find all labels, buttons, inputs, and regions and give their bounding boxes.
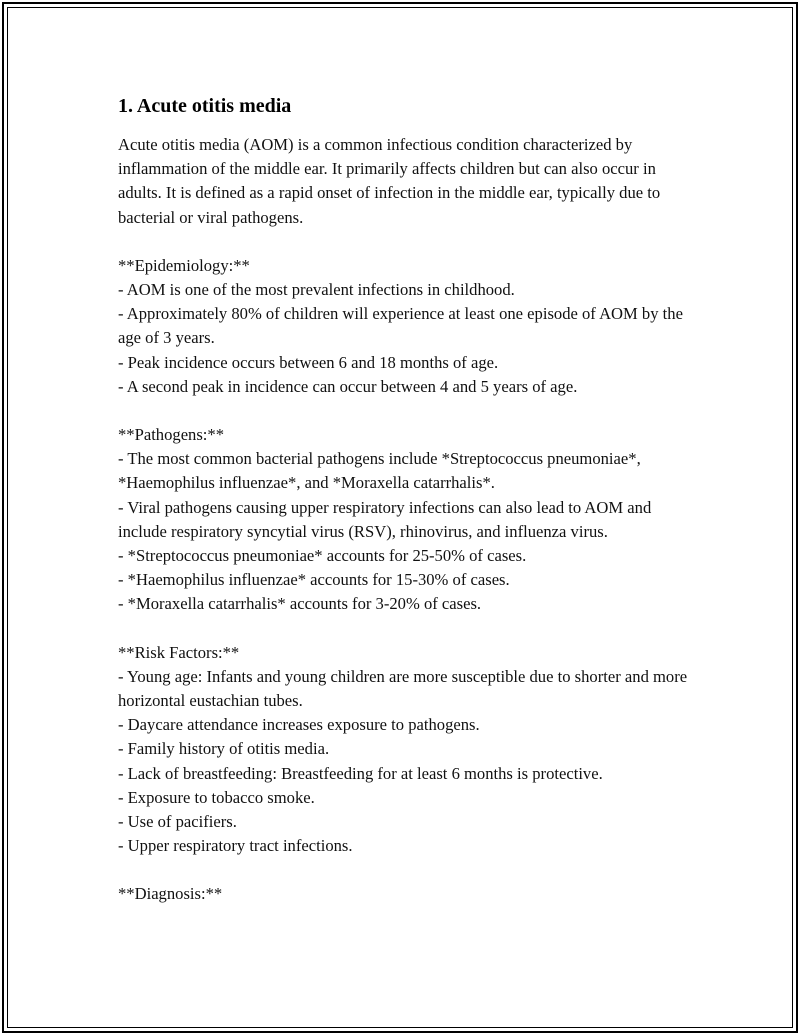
list-item: - Upper respiratory tract infections. — [118, 836, 353, 856]
section-heading: **Epidemiology:** — [118, 255, 250, 275]
list-item: - Lack of breastfeeding: Breastfeeding for at least 6 months is protective. — [118, 763, 603, 783]
list-item: - Approximately 80% of children will experience at least one episode of AOM by the age of 3 years. — [118, 304, 683, 348]
list-item: - *Haemophilus influenzae* accounts for 15-30% of cases. — [118, 570, 510, 590]
section-epidemiology — [118, 254, 698, 399]
list-item: - Exposure to tobacco smoke. — [118, 787, 315, 807]
document-title: 1. Acute otitis media — [118, 95, 292, 117]
intro-paragraph: Acute otitis media (AOM) is a common infectious condition characterized by inflammation of the middle ear. It primarily affects children but can also occur in adults. It is defined as a rapid onset of infection in the middle ear, typically due to bacterial or viral pathogens. — [118, 135, 661, 227]
list-item: - A second peak in incidence can occur between 4 and 5 years of age. — [118, 376, 578, 396]
list-item: - Family history of otitis media. — [118, 739, 330, 759]
section-risk-factors — [118, 641, 698, 859]
list-item: - *Moraxella catarrhalis* accounts for 3-20% of cases. — [118, 594, 482, 614]
document-body — [118, 93, 698, 907]
list-item: - Young age: Infants and young children are more susceptible due to shorter and more horizontal eustachian tubes. — [118, 666, 688, 711]
section-heading: **Pathogens:** — [118, 425, 225, 445]
list-item: - Peak incidence occurs between 6 and 18 months of age. — [118, 352, 499, 372]
section-heading: **Risk Factors:** — [118, 642, 240, 662]
list-item: - *Streptococcus pneumoniae* accounts for 25-50% of cases. — [118, 546, 527, 566]
list-item: - AOM is one of the most prevalent infections in childhood. — [118, 280, 515, 300]
list-item: - Use of pacifiers. — [118, 812, 237, 832]
list-item: - Daycare attendance increases exposure to pathogens. — [118, 715, 480, 735]
section-pathogens — [118, 423, 698, 617]
list-item: - The most common bacterial pathogens include *Streptococcus pneumoniae*, *Haemophilus influenzae*, and *Moraxella catarrhalis*. — [118, 449, 641, 493]
section-diagnosis — [118, 882, 698, 906]
list-item: - Viral pathogens causing upper respiratory infections can also lead to AOM and include respiratory syncytial virus (RSV), rhinovirus, and influenza virus. — [118, 497, 652, 541]
section-heading: **Diagnosis:** — [118, 884, 223, 904]
